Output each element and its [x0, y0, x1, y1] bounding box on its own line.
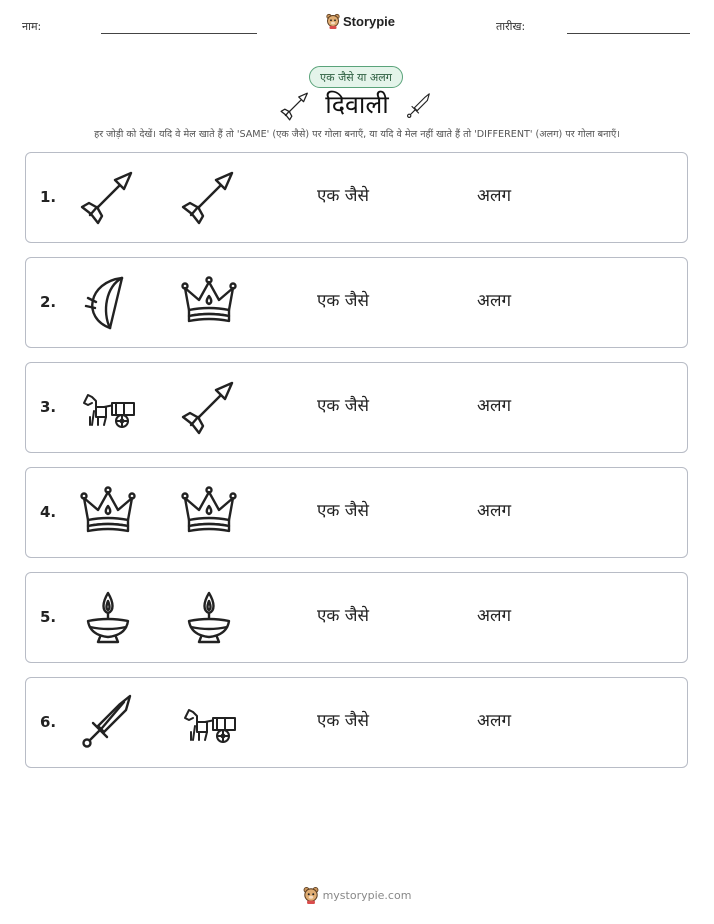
- option-different[interactable]: अलग: [477, 396, 512, 416]
- row-number: 1.: [40, 188, 57, 206]
- row-number: 2.: [40, 293, 57, 311]
- storypie-logo-icon: [326, 13, 340, 29]
- option-same[interactable]: एक जैसे: [317, 711, 369, 731]
- arrow-icon: [179, 167, 239, 227]
- arrow-icon: [78, 167, 138, 227]
- question-row-2: [25, 257, 688, 348]
- option-same[interactable]: एक जैसे: [317, 396, 369, 416]
- row-number: 3.: [40, 398, 57, 416]
- option-different[interactable]: अलग: [477, 186, 512, 206]
- option-same[interactable]: एक जैसे: [317, 501, 369, 521]
- question-row-5: [25, 572, 688, 663]
- name-label: नाम:: [22, 20, 42, 33]
- horse-cart-icon: [179, 692, 239, 752]
- date-line[interactable]: [567, 33, 690, 34]
- name-line[interactable]: [101, 33, 257, 34]
- option-same[interactable]: एक जैसे: [317, 291, 369, 311]
- arrow-icon: [179, 377, 239, 437]
- question-row-4: [25, 467, 688, 558]
- crown-icon: [78, 482, 138, 542]
- sword-icon: [78, 692, 138, 752]
- activity-badge: एक जैसे या अलग: [309, 66, 403, 88]
- storypie-logo-icon: [303, 886, 319, 904]
- option-same[interactable]: एक जैसे: [317, 606, 369, 626]
- row-number: 5.: [40, 608, 57, 626]
- row-number: 4.: [40, 503, 57, 521]
- diya-icon: [78, 587, 138, 647]
- date-label: तारीख:: [496, 20, 526, 33]
- diya-icon: [179, 587, 239, 647]
- horse-cart-icon: [78, 377, 138, 437]
- instructions: हर जोड़ी को देखें। यदि वे मेल खाते हैं तो 'SAME' (एक जैसे) पर गोला बनाएँ, या यदि वे मेल नहीं खाते हैं तो 'DIFFERENT' (अलग) पर गोला बनाएँ।: [94, 129, 620, 140]
- sword-icon: [405, 90, 433, 122]
- question-row-6: [25, 677, 688, 768]
- question-row-3: [25, 362, 688, 453]
- question-row-1: [25, 152, 688, 243]
- option-different[interactable]: अलग: [477, 711, 512, 731]
- footer-url[interactable]: mystorypie.com: [322, 888, 412, 902]
- brand: [326, 13, 395, 29]
- footer: [0, 886, 714, 904]
- row-number: 6.: [40, 713, 57, 731]
- arrow-icon: [279, 90, 311, 122]
- page-title: दिवाली: [325, 90, 389, 119]
- option-same[interactable]: एक जैसे: [317, 186, 369, 206]
- crown-icon: [179, 482, 239, 542]
- option-different[interactable]: अलग: [477, 291, 512, 311]
- brand-name: Storypie: [343, 13, 396, 29]
- option-different[interactable]: अलग: [477, 606, 512, 626]
- bow-icon: [78, 272, 138, 332]
- crown-icon: [179, 272, 239, 332]
- option-different[interactable]: अलग: [477, 501, 512, 521]
